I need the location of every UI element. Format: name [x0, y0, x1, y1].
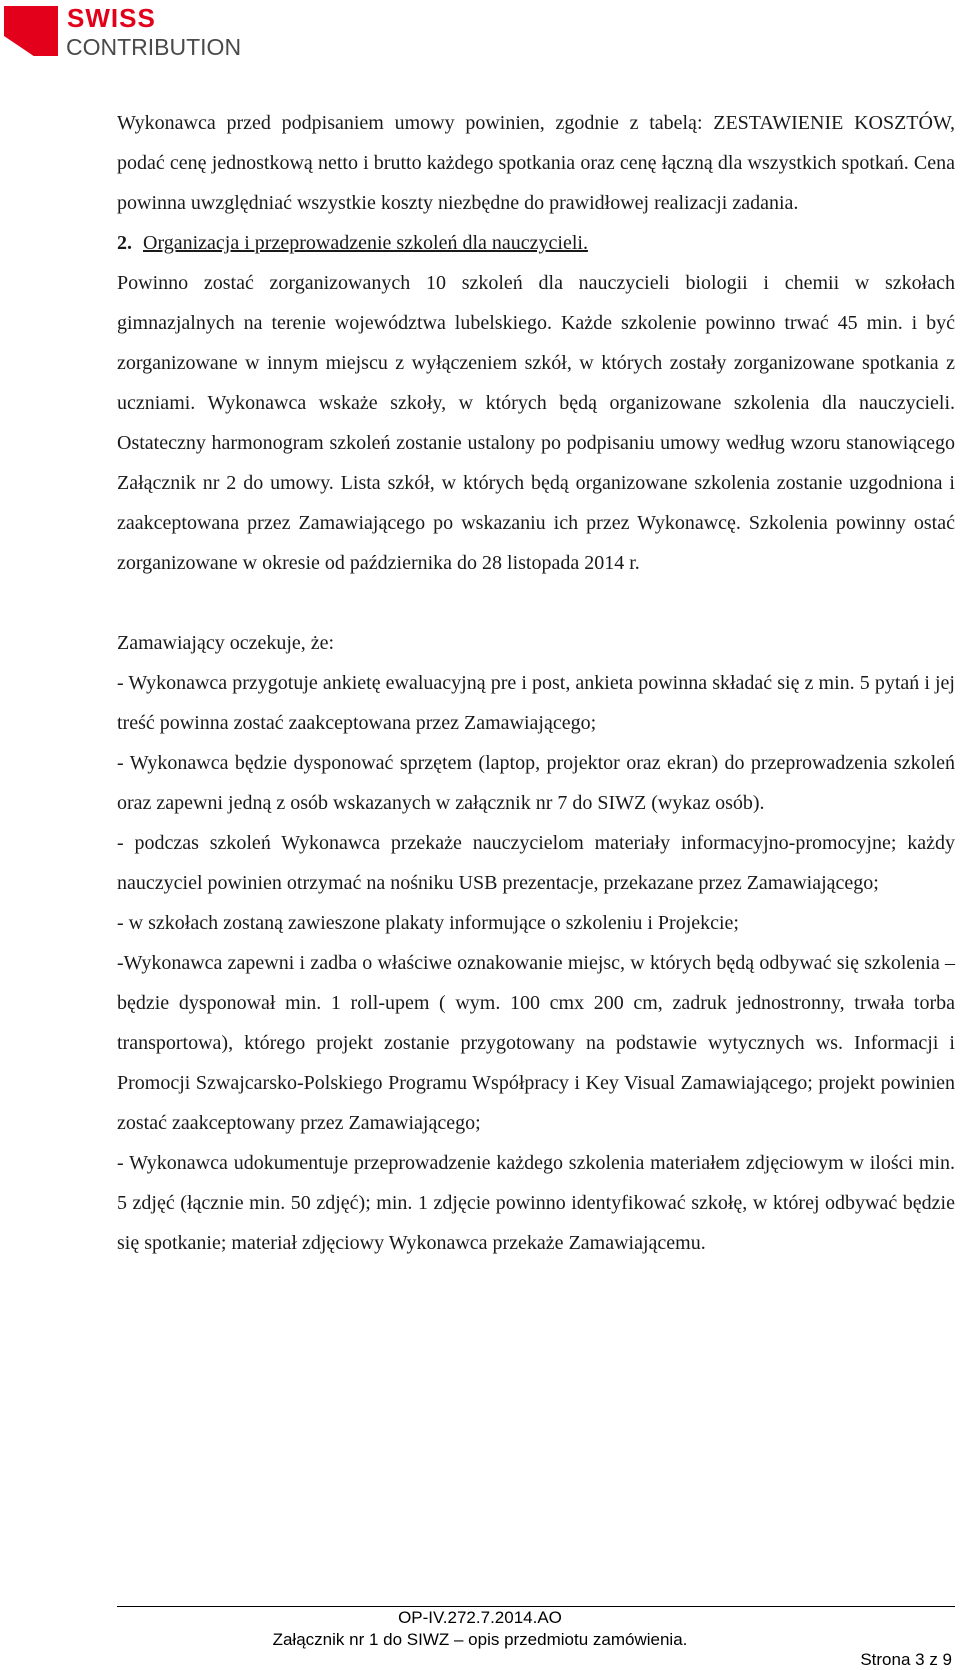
expectation-item: - Wykonawca udokumentuje przeprowadzenie każdego szkolenia materiałem zdjęciowym w ilości min. 5 zdjęć (łącznie min. 50 zdjęć); min. 1 zdjęcie powinno identyfikować szkołę, w której odbywać będzie się spotkanie; materiał zdjęciowy Wykonawca przekaże Zamawiającemu. [117, 1152, 955, 1254]
section-paragraph: Powinno zostać zorganizowanych 10 szkoleń dla nauczycieli biologii i chemii w szkołach gimnazjalnych na terenie województwa lubelskiego. Każde szkolenie powinno trwać 45 min. i być zorganizowane w innym miejscu z wyłączeniem szkół, w których zostały zorganizowane spotkania z uczniami. Wykonawca wskaże szkoły, w których będą organizowane szkolenia dla nauczycieli. Ostateczny harmonogram szkoleń zostanie ustalony po podpisaniu umowy według wzoru stanowiącego Załącznik nr 2 do umowy. Lista szkół, w których będą organizowane szkolenia zostanie uzgodniona i zaakceptowana przez Zamawiającego po wskazaniu ich przez Wykonawcę. Szkolenia powinny ostać zorganizowane w okresie od października do 28 listopada 2014 r. [117, 272, 955, 574]
paragraph-spacer [117, 583, 955, 623]
page-number: Strona 3 z 9 [860, 1650, 952, 1669]
expectation-item: - w szkołach zostaną zawieszone plakaty informujące o szkoleniu i Projekcie; [117, 912, 739, 934]
section-heading [117, 223, 955, 263]
document-body [117, 103, 955, 1263]
expectation-item: -Wykonawca zapewni i zadba o właściwe oznakowanie miejsc, w których będą odbywać się szkolenia – będzie dysponował min. 1 roll-upem ( wym. 100 cmx 200 cm, zadruk jednostronny, trwała torba transportowa), którego projekt zostanie przygotowany na podstawie wytycznych ws. Informacji i Promocji Szwajcarsko-Polskiego Programu Współpracy i Key Visual Zamawiającego; projekt powinien zostać zaakceptowany przez Zamawiającego; [117, 952, 955, 1134]
logo-flag-icon [4, 6, 58, 56]
expectation-item: - Wykonawca przygotuje ankietę ewaluacyjną pre i post, ankieta powinna składać się z min. 5 pytań i jej treść powinna zostać zaakceptowana przez Zamawiającego; [117, 672, 955, 734]
intro-paragraph: Wykonawca przed podpisaniem umowy powinien, zgodnie z tabelą: ZESTAWIENIE KOSZTÓW, podać cenę jednostkową netto i brutto każdego spotkania oraz cenę łączną dla wszystkich spotkań. Cena powinna uwzględniać wszystkie koszty niezbędne do prawidłowej realizacji zadania. [117, 112, 955, 214]
logo-text-swiss: SWISS [67, 3, 156, 33]
expectation-item: - podczas szkoleń Wykonawca przekaże nauczycielom materiały informacyjno-promocyjne; każdy nauczyciel powinien otrzymać na nośniku USB prezentacje, przekazane przez Zamawiającego; [117, 832, 955, 894]
logo-text-contribution: CONTRIBUTION [66, 34, 242, 60]
section-number: 2. [117, 232, 132, 254]
footer-attachment: Załącznik nr 1 do SIWZ – opis przedmiotu zamówienia. [272, 1630, 688, 1649]
expectation-item: - Wykonawca będzie dysponować sprzętem (laptop, projektor oraz ekran) do przeprowadzenia szkoleń oraz zapewni jedną z osób wskazanych w załącznik nr 7 do SIWZ (wykaz osób). [117, 752, 955, 814]
footer-divider [117, 1606, 955, 1607]
expectations-heading: Zamawiający oczekuje, że: [117, 632, 335, 654]
section-title: Organizacja i przeprowadzenie szkoleń dla nauczycieli. [143, 232, 588, 254]
footer-reference: OP-IV.272.7.2014.AO [398, 1608, 562, 1627]
